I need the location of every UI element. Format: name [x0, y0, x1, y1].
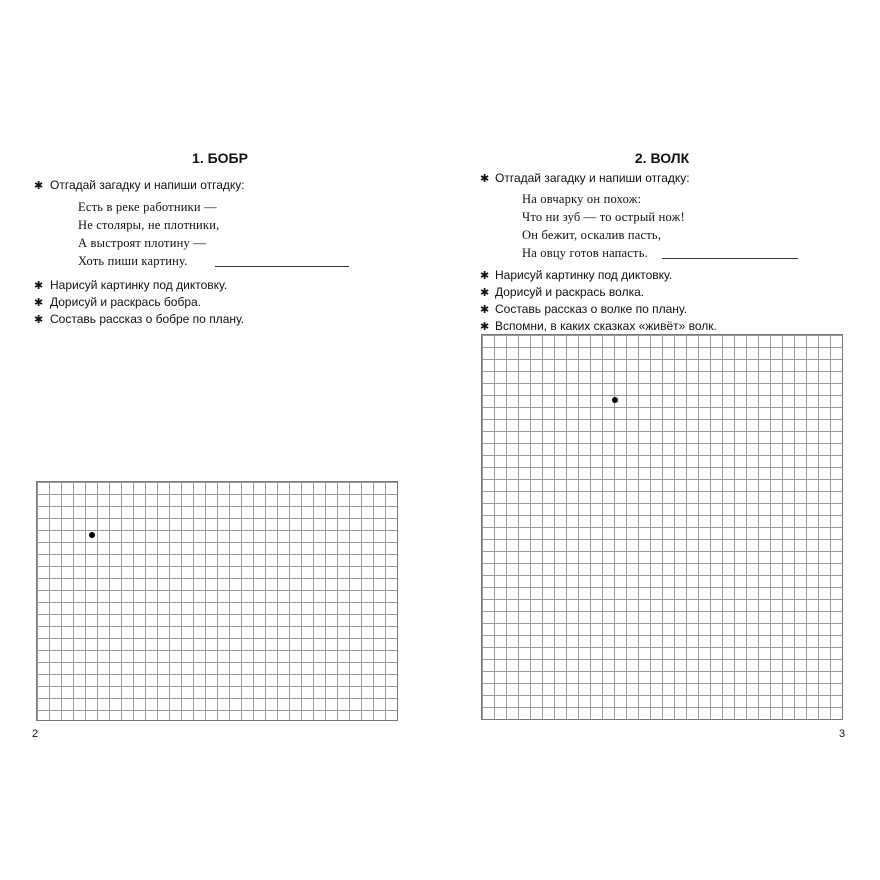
riddle-line: А выстроят плотину — — [78, 236, 206, 250]
bullet-icon: ✱ — [480, 287, 490, 299]
bullet-icon: ✱ — [480, 321, 490, 333]
task-item: Дорисуй и раскрась волка. — [495, 285, 645, 299]
riddle-line-text: На овцу готов напасть. — [522, 246, 648, 260]
task-item: Вспомни, в каких сказках «живёт» волк. — [495, 319, 717, 333]
bullet-icon: ✱ — [480, 270, 490, 282]
page-number: 2 — [32, 728, 39, 740]
riddle-line-text: Хоть пиши картину. — [78, 254, 188, 268]
bullet-icon: ✱ — [480, 304, 490, 316]
answer-line[interactable] — [215, 266, 349, 267]
bullet-icon: ✱ — [34, 314, 44, 326]
riddle-line: На овчарку он похож: — [522, 192, 642, 206]
page-title: 2. ВОЛК — [634, 150, 690, 166]
start-dot — [612, 397, 618, 403]
task-item: Составь рассказ о волке по плану. — [495, 302, 688, 316]
task-item: Отгадай загадку и напиши отгадку: — [50, 178, 245, 192]
task-item: Дорисуй и раскрась бобра. — [50, 295, 202, 309]
drawing-grid[interactable] — [481, 334, 843, 720]
task-item: Нарисуй картинку под диктовку. — [495, 268, 673, 282]
right-page — [440, 0, 880, 880]
bullet-icon: ✱ — [480, 173, 490, 185]
task-item: Нарисуй картинку под диктовку. — [50, 278, 228, 292]
riddle-line: Не столяры, не плотники, — [78, 218, 220, 232]
riddle-line — [522, 246, 648, 261]
page-number: 3 — [839, 728, 846, 740]
bullet-icon: ✱ — [34, 297, 44, 309]
start-dot — [89, 532, 95, 538]
bullet-icon: ✱ — [34, 180, 44, 192]
riddle-line: Он бежит, оскалив пасть, — [522, 228, 662, 242]
bullet-icon: ✱ — [34, 280, 44, 292]
task-item: Отгадай загадку и напиши отгадку: — [495, 171, 690, 185]
answer-line[interactable] — [662, 258, 798, 259]
page-title: 1. БОБР — [192, 150, 248, 166]
riddle-line — [78, 254, 188, 269]
drawing-grid[interactable] — [36, 481, 398, 721]
riddle-line: Есть в реке работники — — [78, 200, 217, 214]
riddle-line: Что ни зуб — то острый нож! — [522, 210, 685, 224]
task-item: Составь рассказ о бобре по плану. — [50, 312, 245, 326]
